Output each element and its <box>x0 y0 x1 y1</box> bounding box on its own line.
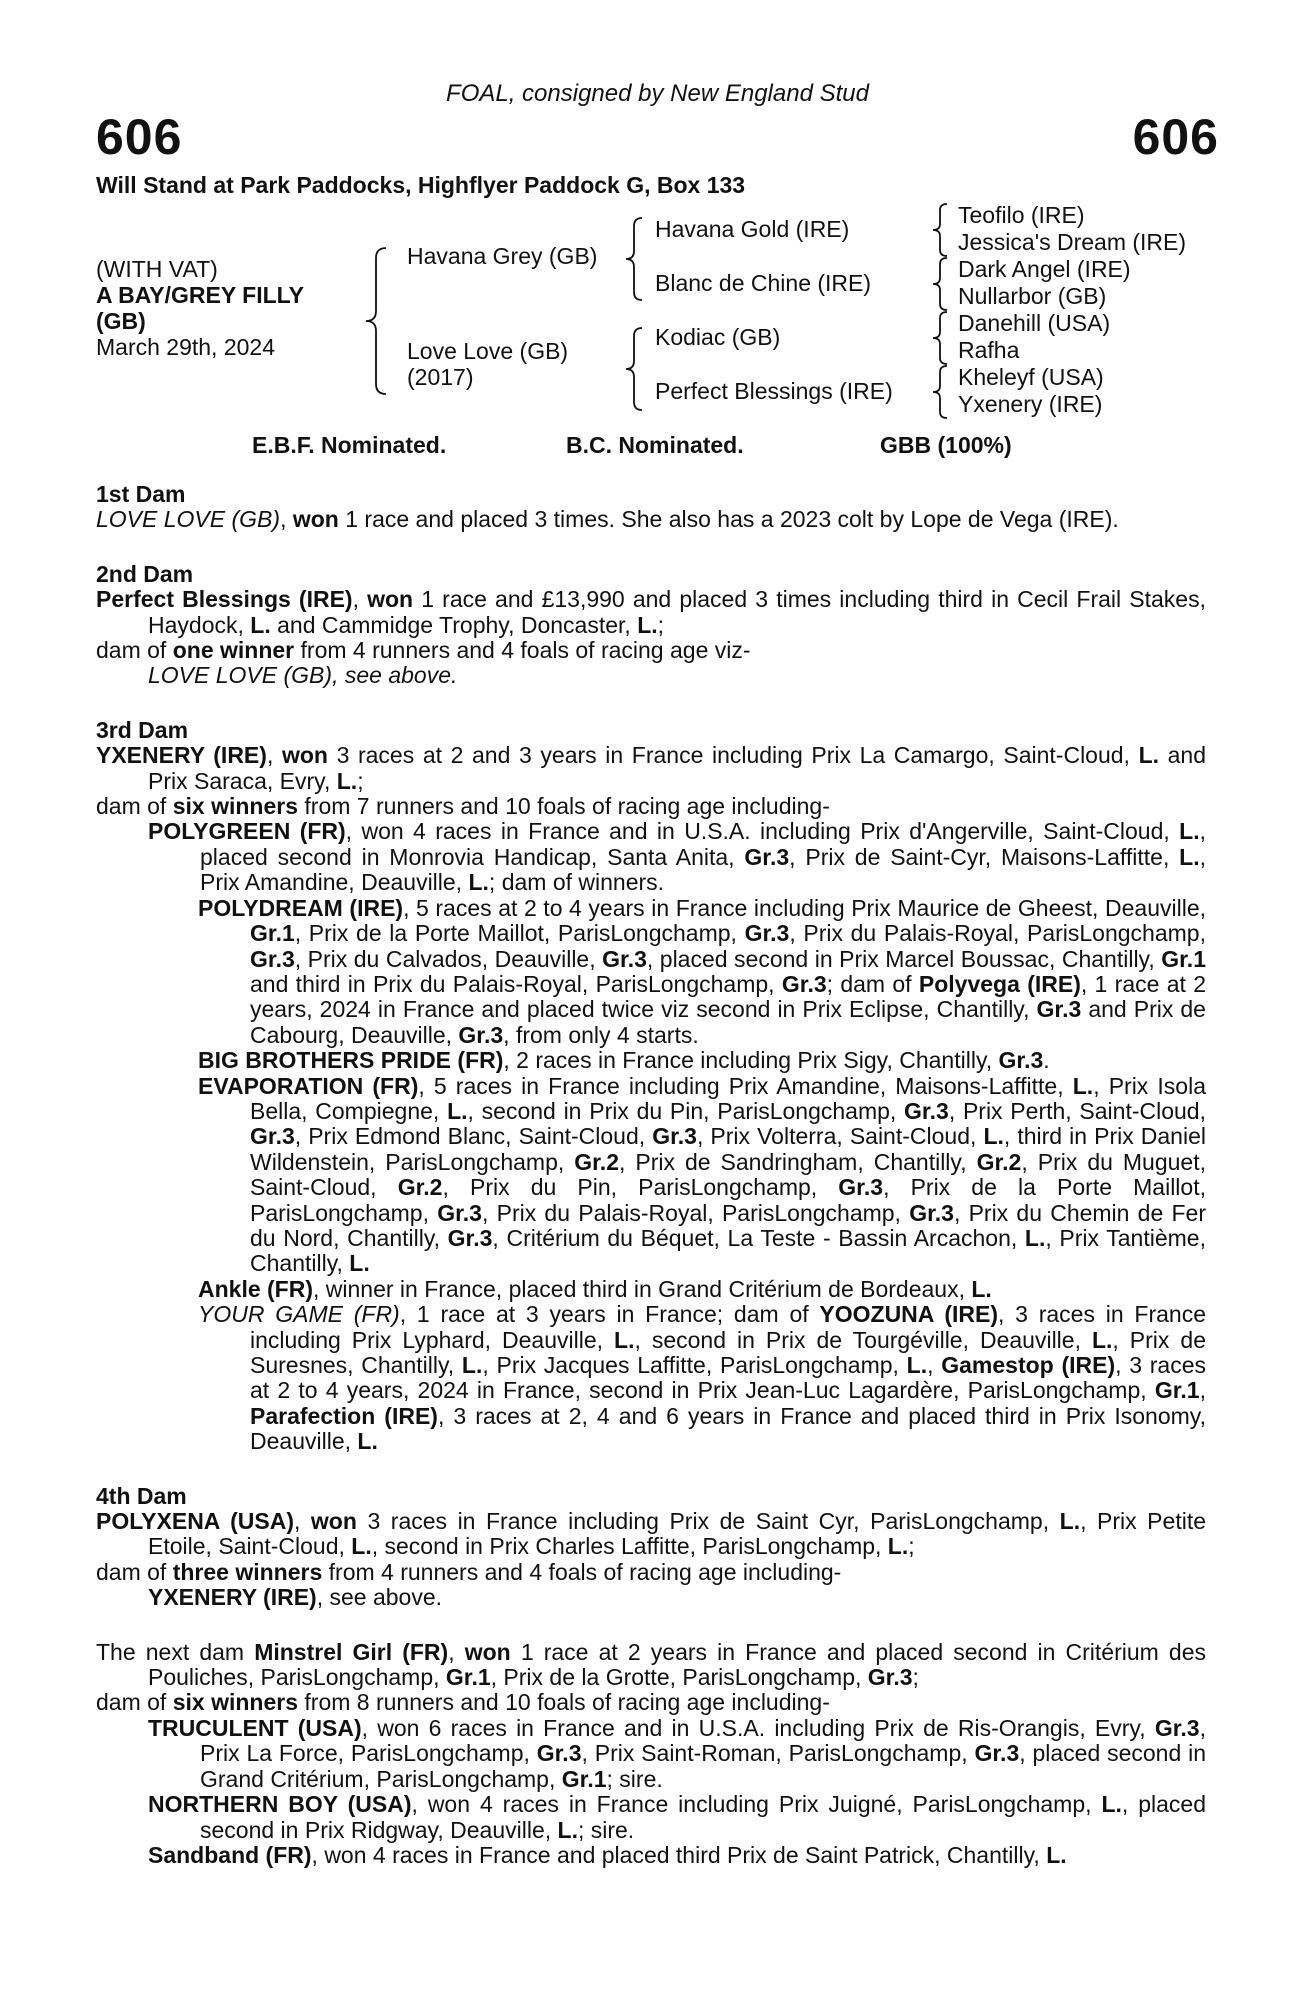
dam-sire: Kodiac (GB) <box>655 324 781 350</box>
dd-sire: Kheleyf (USA) <box>958 364 1104 390</box>
section-heading-4th-dam: 4th Dam <box>96 1482 187 1509</box>
produce-evaporation: EVAPORATION (FR), 5 races in France including Prix Amandine, Maisons-Laffitte, L., Prix Isola Bella, Compiegne, L., second in Prix du Pin, ParisLongchamp, Gr.3, Prix Perth, Saint-Cloud, Gr.3, Prix Edmond Blanc, Saint-Cloud, Gr.3, Prix Volterra, Saint-Cloud, L., third in Prix Daniel Wildenstein, ParisLongchamp, Gr.2, Prix de Sandringham, Chantilly, Gr.2, Prix du Muguet, Saint-Cloud, Gr.2, Prix du Pin, ParisLongchamp, Gr.3, Prix de la Porte Maillot, ParisLongchamp, Gr.3, Prix du Palais-Royal, ParisLongchamp, Gr.3, Prix du Chemin de Fer du Nord, Chantilly, Gr.3, Critérium du Béquet, La Teste - Bassin Arcachon, L., Prix Tantième, Chantilly, L. <box>198 1072 1207 1277</box>
produce-your-game: YOUR GAME (FR), 1 race at 3 years in France; dam of YOOZUNA (IRE), 3 races in France including Prix Lyphard, Deauville, L., second in Prix de Tourgéville, Deauville, L., Prix de Suresnes, Chantilly, L., Prix Jacques Laffitte, ParisLongchamp, L., Gamestop (IRE), 3 races at 2 to 4 years, 2024 in France, second in Prix Jean-Luc Lagardère, ParisLongchamp, Gr.1, Parafection (IRE), 3 races at 2, 4 and 6 years in France and placed third in Prix Isonomy, Deauville, L. <box>198 1301 1207 1455</box>
ds-dam: Rafha <box>958 337 1020 363</box>
sd-dam: Nullarbor (GB) <box>958 283 1107 309</box>
produce-polygreen: POLYGREEN (FR), won 4 races in France and in U.S.A. including Prix d'Angerville, Saint-Cloud, L., placed second in Monrovia Handicap, Santa Anita, Gr.3, Prix de Saint-Cyr, Maisons-Laffitte, L., Prix Amandine, Deauville, L.; dam of winners. <box>148 818 1206 896</box>
pedigree-brace-dd <box>930 364 952 420</box>
gbb-status: GBB (100%) <box>880 432 1012 458</box>
sire-dam: Blanc de Chine (IRE) <box>655 270 872 296</box>
pedigree-brace-sire <box>622 216 648 302</box>
section-heading-1st-dam: 1st Dam <box>96 481 186 507</box>
ss-sire: Teofilo (IRE) <box>958 202 1085 228</box>
pedigree-brace-ds <box>930 310 952 366</box>
produce-northern-boy: NORTHERN BOY (USA), won 4 races in France including Prix Juigné, ParisLongchamp, L., placed second in Prix Ridgway, Deauville, L.; sire. <box>148 1791 1207 1843</box>
dam4-produce-item: YXENERY (IRE), see above. <box>148 1584 443 1611</box>
consignment-line: FOAL, consigned by New England Stud <box>446 80 869 107</box>
produce-polydream: POLYDREAM (IRE), 5 races at 2 to 4 years in France including Prix Maurice de Gheest, Deauville, Gr.1, Prix de la Porte Maillot, ParisLongchamp, Gr.3, Prix du Palais-Royal, ParisLongchamp, Gr.3, Prix du Calvados, Deauville, Gr.3, placed second in Prix Marcel Boussac, Chantilly, Gr.1 and third in Prix du Palais-Royal, ParisLongchamp, Gr.3; dam of Polyvega (IRE), 1 race at 2 years, 2024 in France and placed twice viz second in Prix Eclipse, Chantilly, Gr.3 and Prix de Cabourg, Deauville, Gr.3, from only 4 starts. <box>198 894 1207 1048</box>
dd-dam: Yxenery (IRE) <box>958 391 1103 417</box>
pedigree-brace-ss <box>930 202 952 258</box>
lot-number-left: 606 <box>96 109 183 165</box>
date-of-birth: March 29th, 2024 <box>96 334 276 360</box>
sd-sire: Dark Angel (IRE) <box>958 256 1131 282</box>
sire-sire: Havana Gold (IRE) <box>655 216 850 242</box>
dam3-produce-summary: dam of six winners from 7 runners and 10 foals of racing age including- <box>96 793 830 820</box>
pedigree-brace-dam <box>622 326 648 412</box>
dam1-record: LOVE LOVE (GB), won 1 race and placed 3 times. She also has a 2023 colt by Lope de Vega (IRE). <box>96 506 1119 533</box>
ss-dam: Jessica's Dream (IRE) <box>958 229 1187 255</box>
next-dam-produce-summary: dam of six winners from 8 runners and 10 foals of racing age including- <box>96 1689 830 1716</box>
horse-name-suffix: (GB) <box>96 308 146 334</box>
produce-sandband: Sandband (FR), won 4 races in France and placed third Prix de Saint Patrick, Chantilly, L. <box>148 1841 1067 1868</box>
ds-sire: Danehill (USA) <box>958 310 1111 336</box>
dam2-record: Perfect Blessings (IRE), won 1 race and £13,990 and placed 3 times including third in Cecil Frail Stakes, Haydock, L. and Cammidge Trophy, Doncaster, L.; <box>96 586 1206 638</box>
produce-ankle: Ankle (FR), winner in France, placed third in Grand Critérium de Bordeaux, L. <box>198 1275 992 1302</box>
produce-big-brothers-pride: BIG BROTHERS PRIDE (FR), 2 races in France including Prix Sigy, Chantilly, Gr.3. <box>198 1047 1050 1074</box>
next-dam-record: The next dam Minstrel Girl (FR), won 1 race at 2 years in France and placed second in Critérium des Pouliches, ParisLongchamp, Gr.1, Prix de la Grotte, ParisLongchamp, Gr.3; <box>96 1638 1207 1691</box>
dam2-produce-summary: dam of one winner from 4 runners and 4 foals of racing age viz- <box>96 637 751 664</box>
sire: Havana Grey (GB) <box>407 243 598 269</box>
dam-year: (2017) <box>407 364 474 390</box>
dam: Love Love (GB) <box>407 338 569 364</box>
horse-name: A BAY/GREY FILLY <box>96 282 304 308</box>
section-heading-3rd-dam: 3rd Dam <box>96 716 189 743</box>
pedigree-brace-sd <box>930 256 952 312</box>
stand-location: Will Stand at Park Paddocks, Highflyer Paddock G, Box 133 <box>96 172 746 198</box>
produce-truculent: TRUCULENT (USA), won 6 races in France and in U.S.A. including Prix de Ris-Orangis, Evry, Gr.3, Prix La Force, ParisLongchamp, Gr.3, Prix Saint-Roman, ParisLongchamp, Gr.3, placed second in Grand Critérium, ParisLongchamp, Gr.1; sire. <box>148 1714 1207 1792</box>
lot-number-right: 606 <box>1132 109 1219 165</box>
dam2-produce-item: LOVE LOVE (GB), see above. <box>148 662 458 689</box>
section-heading-2nd-dam: 2nd Dam <box>96 560 194 587</box>
dam4-produce-summary: dam of three winners from 4 runners and 4 foals of racing age including- <box>96 1558 842 1585</box>
bc-nomination: B.C. Nominated. <box>566 432 744 458</box>
pedigree-brace-main <box>362 246 392 396</box>
dam3-record: YXENERY (IRE), won 3 races at 2 and 3 years in France including Prix La Camargo, Saint-Cloud, L. and Prix Saraca, Evry, L.; <box>96 742 1207 794</box>
pedigree-notes <box>96 482 1206 1868</box>
ebf-nomination: E.B.F. Nominated. <box>252 432 447 458</box>
vat-label: (WITH VAT) <box>96 256 218 282</box>
dam4-record: POLYXENA (USA), won 3 races in France including Prix de Saint Cyr, ParisLongchamp, L., Prix Petite Etoile, Saint-Cloud, L., second in Prix Charles Laffitte, ParisLongchamp, L.; <box>96 1508 1206 1560</box>
dam-dam: Perfect Blessings (IRE) <box>655 378 893 404</box>
